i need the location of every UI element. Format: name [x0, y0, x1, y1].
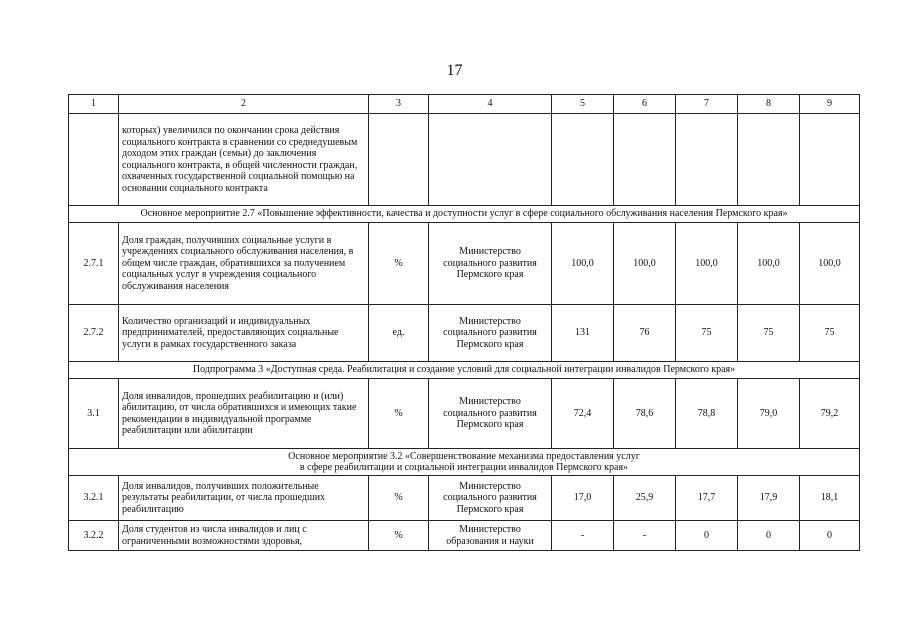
indicator-cell: которых) увеличился по окончании срока действия социального контракта в сравнении со среднедушевым доходом этих граждан (семьи) до заключения социального контракта, в общей численности граждан, охваченных государственной социальной помощью на основании социального контракта [119, 114, 369, 206]
indicator-cell: Доля граждан, получивших социальные услуги в учреждениях социального обслуживания населения, в общем числе граждан, обратившихся за получением социальных услуг в учреждения социального обслуживания населения [119, 223, 369, 305]
column-header: 5 [552, 95, 614, 114]
agency-cell: Министерство социального развития Пермского края [429, 476, 552, 521]
value-cell: 17,9 [738, 476, 800, 521]
agency-cell: Министерство социального развития Пермского края [429, 223, 552, 305]
row-number-cell [69, 114, 119, 206]
column-header: 9 [800, 95, 860, 114]
value-cell: 17,0 [552, 476, 614, 521]
value-cell: 75 [800, 305, 860, 362]
value-cell [614, 114, 676, 206]
value-cell [800, 114, 860, 206]
value-cell: 131 [552, 305, 614, 362]
row-number-cell: 2.7.1 [69, 223, 119, 305]
value-cell [738, 114, 800, 206]
unit-cell: % [369, 476, 429, 521]
value-cell: 100,0 [676, 223, 738, 305]
indicators-table [68, 94, 860, 551]
column-header: 8 [738, 95, 800, 114]
table-row [69, 379, 860, 449]
indicator-cell: Количество организаций и индивидуальных предпринимателей, предоставляющих социальные услуги в рамках государственного заказа [119, 305, 369, 362]
unit-cell: % [369, 521, 429, 551]
value-cell [676, 114, 738, 206]
column-header: 6 [614, 95, 676, 114]
value-cell: 100,0 [614, 223, 676, 305]
row-number-cell: 3.1 [69, 379, 119, 449]
value-cell: - [552, 521, 614, 551]
value-cell: 100,0 [552, 223, 614, 305]
agency-cell: Министерство социального развития Пермского края [429, 305, 552, 362]
subprogram-heading: Подпрограмма 3 «Доступная среда. Реабилитация и создание условий для социальной интеграции инвалидов Пермского края» [69, 362, 860, 379]
table-row [69, 223, 860, 305]
row-number-cell: 2.7.2 [69, 305, 119, 362]
value-cell: 0 [738, 521, 800, 551]
unit-cell: % [369, 379, 429, 449]
section-row [69, 449, 860, 476]
value-cell: 76 [614, 305, 676, 362]
indicator-cell: Доля студентов из числа инвалидов и лиц с ограниченными возможностями здоровья, [119, 521, 369, 551]
value-cell: 78,6 [614, 379, 676, 449]
value-cell: 78,8 [676, 379, 738, 449]
unit-cell [369, 114, 429, 206]
row-number-cell: 3.2.1 [69, 476, 119, 521]
column-header: 1 [69, 95, 119, 114]
value-cell: 79,2 [800, 379, 860, 449]
value-cell: 25,9 [614, 476, 676, 521]
section-heading: Основное мероприятие 2.7 «Повышение эффективности, качества и доступности услуг в сфере социального обслуживания населения Пермского края» [69, 206, 860, 223]
table-row [69, 114, 860, 206]
table-row [69, 476, 860, 521]
agency-cell: Министерство образования и науки [429, 521, 552, 551]
value-cell: 17,7 [676, 476, 738, 521]
unit-cell: % [369, 223, 429, 305]
table-header-row [69, 95, 860, 114]
value-cell: 0 [800, 521, 860, 551]
value-cell: 75 [738, 305, 800, 362]
value-cell [552, 114, 614, 206]
section-row [69, 362, 860, 379]
value-cell: 79,0 [738, 379, 800, 449]
value-cell: 100,0 [738, 223, 800, 305]
unit-cell: ед. [369, 305, 429, 362]
column-header: 4 [429, 95, 552, 114]
agency-cell: Министерство социального развития Пермского края [429, 379, 552, 449]
section-heading-line: Основное мероприятие 3.2 «Совершенствование механизма предоставления услуг [288, 450, 640, 462]
column-header: 2 [119, 95, 369, 114]
table-row [69, 305, 860, 362]
column-header: 3 [369, 95, 429, 114]
value-cell: 75 [676, 305, 738, 362]
value-cell: - [614, 521, 676, 551]
indicator-cell: Доля инвалидов, прошедших реабилитацию и (или) абилитацию, от числа обратившихся и имеющих такие рекомендации в индивидуальной программе реабилитации или абилитации [119, 379, 369, 449]
row-number-cell: 3.2.2 [69, 521, 119, 551]
table-row [69, 521, 860, 551]
column-header: 7 [676, 95, 738, 114]
page-number: 17 [446, 62, 463, 79]
value-cell: 72,4 [552, 379, 614, 449]
agency-cell [429, 114, 552, 206]
section-heading [69, 449, 860, 476]
section-row [69, 206, 860, 223]
value-cell: 18,1 [800, 476, 860, 521]
value-cell: 100,0 [800, 223, 860, 305]
indicator-cell: Доля инвалидов, получивших положительные результаты реабилитации, от числа прошедших реабилитацию [119, 476, 369, 521]
value-cell: 0 [676, 521, 738, 551]
section-heading-line: в сфере реабилитации и социальной интеграции инвалидов Пермского края» [299, 462, 629, 473]
